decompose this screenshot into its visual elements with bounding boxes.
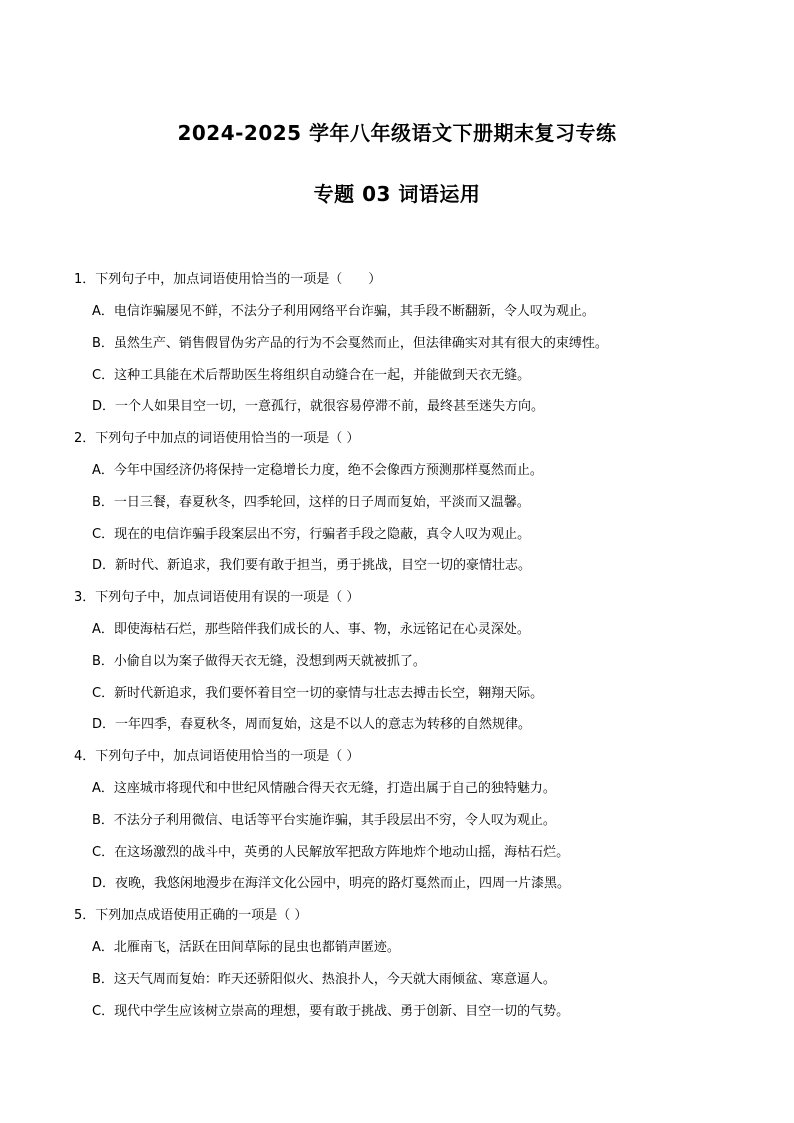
question-1-option-c: C．这种工具能在术后帮助医生将组织自动缝合在一起，并能做到天衣无缝。 <box>92 368 531 383</box>
question-2-option-c: C．现在的电信诈骗手段案层出不穷，行骗者手段之隐蔽，真令人叹为观止。 <box>92 527 531 542</box>
document-subtitle: 专题 03 词语运用 <box>313 182 481 206</box>
question-3-option-d: D．一年四季，春夏秋冬，周而复始，这是不以人的意志为转移的自然规律。 <box>92 717 532 732</box>
question-3-option-a: A．即使海枯石烂，那些陪伴我们成长的人、事、物，永远铭记在心灵深处。 <box>92 622 530 637</box>
question-2-option-a: A．今年中国经济仍将保持一定稳增长力度，绝不会像西方预测那样戛然而止。 <box>92 463 543 478</box>
question-5-option-c: C．现代中学生应该树立崇高的理想，要有敢于挑战、勇于创新、目空一切的气势。 <box>92 1004 570 1019</box>
question-5-option-b: B．这天气周而复始：昨天还骄阳似火、热浪扑人，今天就大雨倾盆、寒意逼人。 <box>92 972 556 987</box>
question-4-option-a: A．这座城市将现代和中世纪风情融合得天衣无缝，打造出属于自己的独特魅力。 <box>92 781 556 796</box>
document-title: 2024-2025 学年八年级语文下册期末复习专练 <box>177 121 617 145</box>
question-1-option-a: A．电信诈骗屡见不鲜，不法分子利用网络平台诈骗，其手段不断翻新，令人叹为观止。 <box>92 304 595 319</box>
question-1-option-d: D．一个人如果目空一切，一意孤行，就很容易停滞不前，最终甚至迷失方向。 <box>92 399 545 414</box>
question-4-option-d: D．夜晚，我悠闲地漫步在海洋文化公园中，明亮的路灯戛然而止，四周一片漆黑。 <box>92 876 571 891</box>
question-4-stem: 4．下列句子中，加点词语使用恰当的一项是（ ） <box>74 749 360 764</box>
question-2-stem: 2．下列句子中加点的词语使用恰当的一项是（ ） <box>74 431 360 446</box>
question-1-stem: 1．下列句子中，加点词语使用恰当的一项是（ ） <box>74 272 382 287</box>
question-3-option-c: C．新时代新追求，我们要怀着目空一切的豪情与壮志去搏击长空，翱翔天际。 <box>92 686 544 701</box>
question-4-option-b: B．不法分子利用微信、电话等平台实施诈骗，其手段层出不穷，令人叹为观止。 <box>92 813 556 828</box>
question-3-option-b: B．小偷自以为案子做得天衣无缝，没想到两天就被抓了。 <box>92 654 426 669</box>
question-2-option-b: B．一日三餐，春夏秋冬，四季轮回，这样的日子周而复始，平淡而又温馨。 <box>92 495 530 510</box>
question-5-stem: 5．下列加点成语使用正确的一项是（ ） <box>74 908 308 923</box>
question-3-stem: 3．下列句子中，加点词语使用有误的一项是（ ） <box>74 590 360 605</box>
question-4-option-c: C．在这场激烈的战斗中，英勇的人民解放军把敌方阵地炸个地动山摇，海枯石烂。 <box>92 845 570 860</box>
question-2-option-d: D．新时代、新追求，我们要有敢于担当，勇于挑战，目空一切的豪情壮志。 <box>92 558 532 573</box>
question-1-option-b: B．虽然生产、销售假冒伪劣产品的行为不会戛然而止，但法律确实对其有很大的束缚性。 <box>92 336 608 351</box>
question-5-option-a: A．北雁南飞，活跃在田间草际的昆虫也都销声匿迹。 <box>92 940 400 955</box>
